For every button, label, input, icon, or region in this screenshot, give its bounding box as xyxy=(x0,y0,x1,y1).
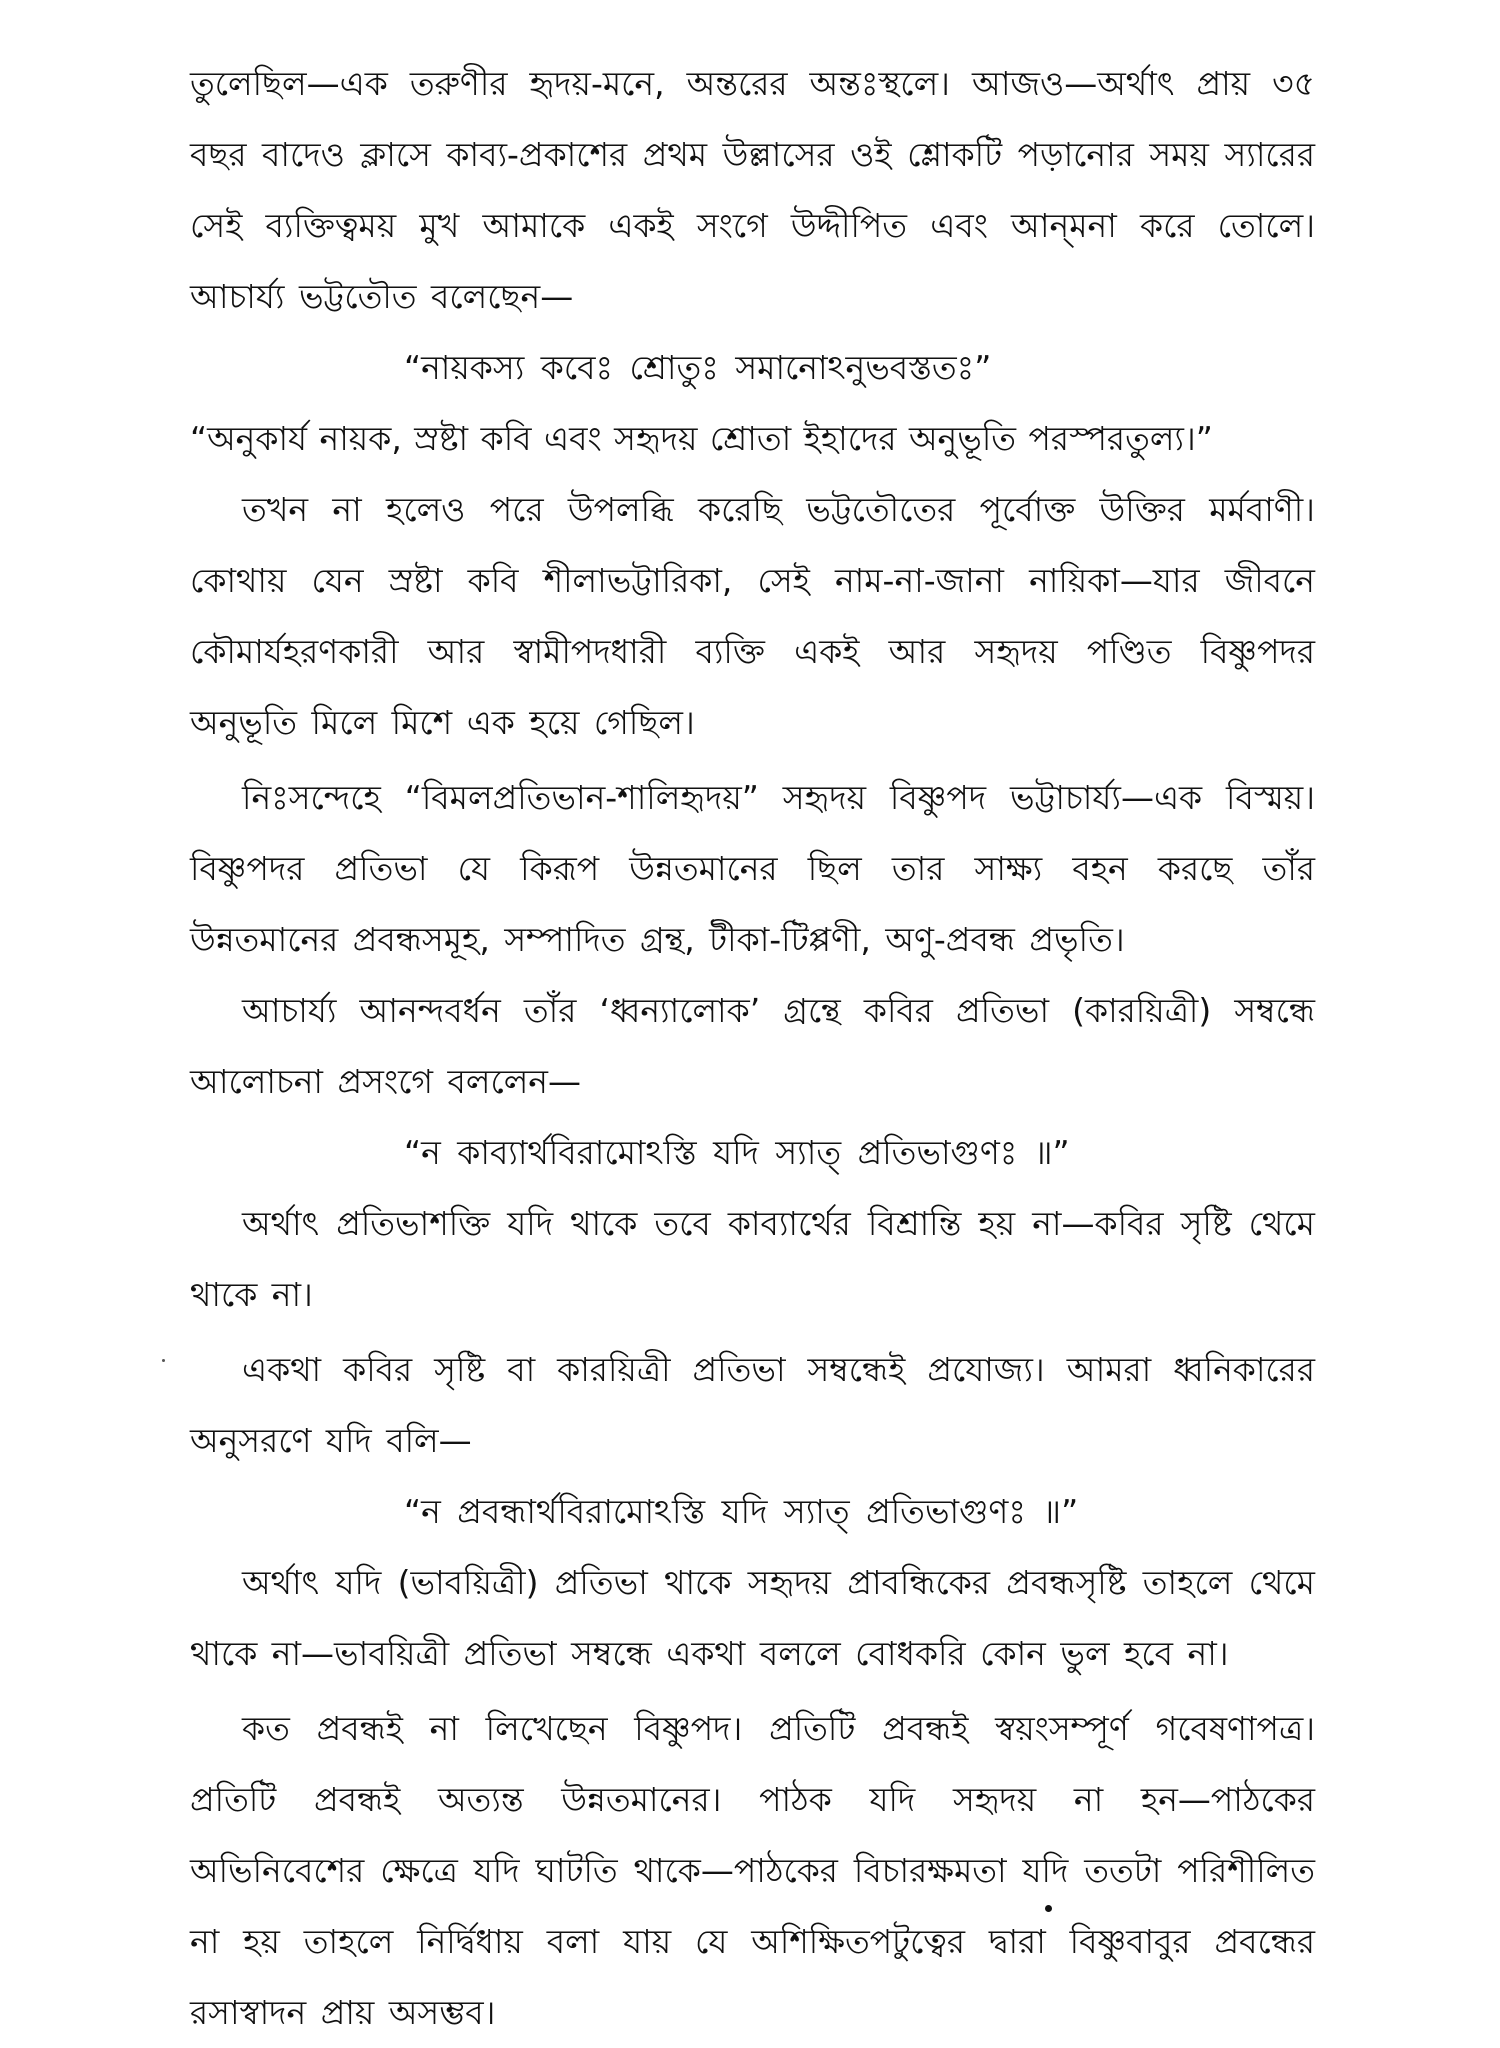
paragraph-opening: তুলেছিল—এক তরুণীর হৃদয়-মনে, অন্তরের অন্তঃস্থলে। আজও—অর্থাৎ প্রায় ৩৫ বছর বাদেও ক্লাসে কাব্য-প্রকাশের প্রথম উল্লাসের ওই শ্লোকটি পড়ানোর সময় স্যারের সেই ব্যক্তিত্বময় মুখ আমাকে একই সংগে উদ্দীপিত এবং আন্‌মনা করে তোলে। আচার্য্য ভট্টতৌত বলেছেন— xyxy=(190,64,1315,316)
sanskrit-quote-kavya: “ন কাব্যার্থবিরামোঽস্তি যদি স্যাত্‌ প্রতিভাগুণঃ ॥” xyxy=(404,1133,1070,1172)
ink-dot xyxy=(1045,1905,1052,1912)
paragraph-anandavardhana: আচার্য্য আনন্দবর্ধন তাঁর ‘ধ্বন্যালোক’ গ্রন্থে কবির প্রতিভা (কারয়িত্রী) সম্বন্ধে আলোচনা প্রসংগে বললেন— xyxy=(190,991,1315,1101)
paragraph-essays: কত প্রবন্ধই না লিখেছেন বিষ্ণুপদ। প্রতিটি প্রবন্ধই স্বয়ংসম্পূর্ণ গবেষণাপত্র। প্রতিটি প্রবন্ধই অত্যন্ত উন্নতমানের। পাঠক যদি সহৃদয় না হন—পাঠকের অভিনিবেশের ক্ষেত্রে যদি ঘাটতি থাকে—পাঠকের বিচারক্ষমতা যদি ততটা পরিশীলিত না হয় তাহলে নির্দ্বিধায় বলা যায় যে অশিক্ষিতপটুত্বের দ্বারা বিষ্ণুবাবুর প্রবন্ধের রসাস্বাদন প্রায় অসম্ভব। xyxy=(190,1709,1315,2032)
paragraph-pratibha-meaning: অর্থাৎ প্রতিভাশক্তি যদি থাকে তবে কাব্যার্থের বিশ্রান্তি হয় না—কবির সৃষ্টি থেমে থাকে না। xyxy=(190,1204,1315,1314)
paragraph-vishnupada-wonder: নিঃসন্দেহে “বিমলপ্রতিভান-শালিহৃদয়” সহৃদয় বিষ্ণুপদ ভট্টাচার্য্য—এক বিস্ময়। বিষ্ণুপদর প্রতিভা যে কিরূপ উন্নতমানের ছিল তার সাক্ষ্য বহন করছে তাঁর উন্নতমানের প্রবন্ধসমূহ, সম্পাদিত গ্রন্থ, টীকা-টিপ্পণী, অণু-প্রবন্ধ প্রভৃতি। xyxy=(190,778,1315,959)
quote-translation: “অনুকার্য নায়ক, স্রষ্টা কবি এবং সহৃদয় শ্রোতা ইহাদের অনুভূতি পরস্পরতুল্য।” xyxy=(190,419,1213,458)
body-text xyxy=(190,48,1315,2048)
paragraph-dhvanikara: একথা কবির সৃষ্টি বা কারয়িত্রী প্রতিভা সম্বন্ধেই প্রযোজ্য। আমরা ধ্বনিকারের অনুসরণে যদি বলি— xyxy=(190,1350,1315,1460)
paragraph-bhavayitri: অর্থাৎ যদি (ভাবয়িত্রী) প্রতিভা থাকে সহৃদয় প্রাবন্ধিকের প্রবন্ধসৃষ্টি তাহলে থেমে থাকে না—ভাবয়িত্রী প্রতিভা সম্বন্ধে একথা বললে বোধকরি কোন ভুল হবে না। xyxy=(190,1563,1315,1673)
sanskrit-quote-bhattatauta: “নায়কস্য কবেঃ শ্রোতুঃ সমানোঽনুভবস্ততঃ” xyxy=(404,348,992,387)
paper-speck xyxy=(162,1359,165,1362)
sanskrit-quote-prabandha: “ন প্রবন্ধার্থবিরামোঽস্তি যদি স্যাত্‌ প্রতিভাগুণঃ ॥” xyxy=(404,1492,1079,1531)
paragraph-realization: তখন না হলেও পরে উপলব্ধি করেছি ভট্টতৌতের পূর্বোক্ত উক্তির মর্মবাণী। কোথায় যেন স্রষ্টা কবি শীলাভট্টারিকা, সেই নাম-না-জানা নায়িকা—যার জীবনে কৌমার্যহরণকারী আর স্বামীপদধারী ব্যক্তি একই আর সহৃদয় পণ্ডিত বিষ্ণুপদর অনুভূতি মিলে মিশে এক হয়ে গেছিল। xyxy=(190,490,1315,742)
